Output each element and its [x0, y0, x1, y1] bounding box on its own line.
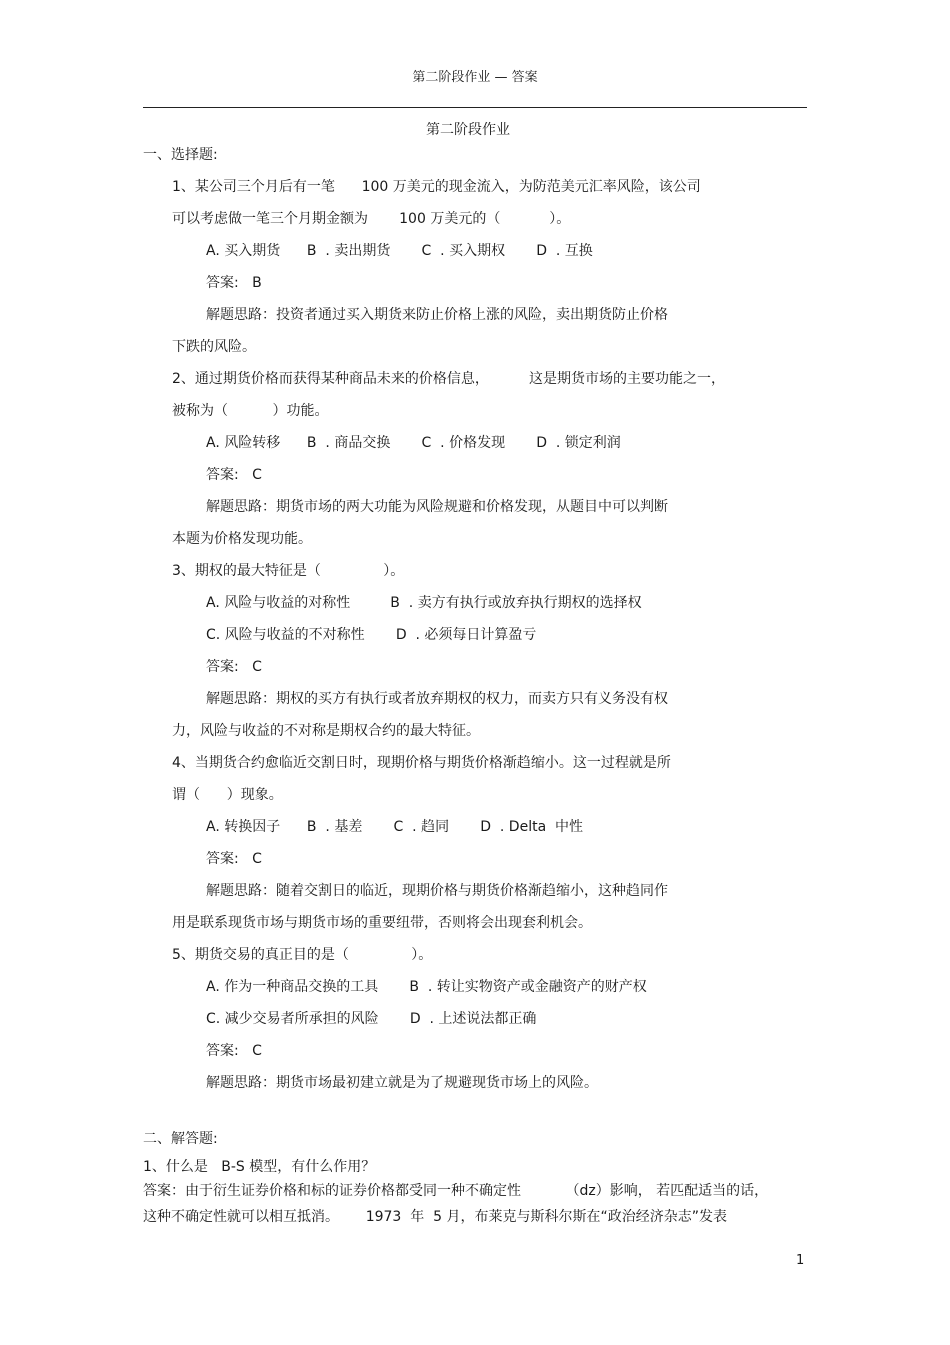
text-line: 解题思路：期货市场最初建立就是为了规避现货市场上的风险。: [206, 1075, 598, 1091]
text-line: 3、期权的最大特征是（ ）。: [172, 563, 405, 579]
text-line: 答案: C: [206, 659, 262, 675]
text-line: 谓（ ）现象。: [172, 787, 283, 803]
text-line: 这种不确定性就可以相互抵消。 1973 年 5 月，布莱克与斯科尔斯在“政治经济杂志”发表: [143, 1209, 727, 1225]
text-line: A. 风险与收益的对称性 B . 卖方有执行或放弃执行期权的选择权: [206, 595, 642, 611]
text-line: C. 减少交易者所承担的风险 D . 上述说法都正确: [206, 1011, 537, 1027]
text-line: C. 风险与收益的不对称性 D . 必须每日计算盈亏: [206, 627, 537, 643]
text-line: A. 买入期货 B . 卖出期货 C . 买入期权 D . 互换: [206, 243, 593, 259]
header-divider: [143, 107, 807, 108]
text-line: 解题思路：投资者通过买入期货来防止价格上涨的风险，卖出期货防止价格: [206, 307, 668, 323]
text-line: 答案: B: [206, 275, 262, 291]
text-line: 4、当期货合约愈临近交割日时，现期价格与期货价格渐趋缩小。这一过程就是所: [172, 755, 671, 771]
text-line: 被称为（ ）功能。: [172, 403, 329, 419]
text-line: 二、解答题:: [143, 1131, 218, 1147]
text-line: 答案: C: [206, 851, 262, 867]
text-line: 解题思路：期货市场的两大功能为风险规避和价格发现，从题目中可以判断: [206, 499, 668, 515]
page-header: 第二阶段作业 — 答案: [412, 70, 538, 85]
text-line: 力，风险与收益的不对称是期权合约的最大特征。: [172, 723, 480, 739]
text-line: A. 转换因子 B . 基差 C . 趋同 D . Delta 中性: [206, 819, 584, 835]
text-line: 一、选择题:: [143, 147, 218, 163]
text-line: 2、通过期货价格而获得某种商品未来的价格信息， 这是期货市场的主要功能之一，: [172, 371, 725, 387]
text-line: 5、期货交易的真正目的是（ ）。: [172, 947, 433, 963]
text-line: 答案：由于衍生证券价格和标的证券价格都受同一种不确定性 （dz）影响， 若匹配适当的话，: [143, 1183, 769, 1199]
text-line: 下跌的风险。: [172, 339, 256, 355]
text-line: 第二阶段作业: [426, 122, 510, 138]
text-line: 答案: C: [206, 1043, 262, 1059]
text-line: 1、什么是 B-S 模型，有什么作用？: [143, 1159, 376, 1175]
text-line: 本题为价格发现功能。: [172, 531, 312, 547]
page-number: 1: [796, 1253, 805, 1268]
text-line: 可以考虑做一笔三个月期金额为 100 万美元的（ ）。: [172, 211, 571, 227]
text-line: 1、某公司三个月后有一笔 100 万美元的现金流入，为防范美元汇率风险，该公司: [172, 179, 701, 195]
text-line: A. 作为一种商品交换的工具 B . 转让实物资产或金融资产的财产权: [206, 979, 647, 995]
text-line: 解题思路：期权的买方有执行或者放弃期权的权力，而卖方只有义务没有权: [206, 691, 668, 707]
text-line: 用是联系现货市场与期货市场的重要纽带，否则将会出现套利机会。: [172, 915, 592, 931]
text-line: 答案: C: [206, 467, 262, 483]
text-line: A. 风险转移 B . 商品交换 C . 价格发现 D . 锁定利润: [206, 435, 621, 451]
text-line: 解题思路：随着交割日的临近，现期价格与期货价格渐趋缩小，这种趋同作: [206, 883, 668, 899]
